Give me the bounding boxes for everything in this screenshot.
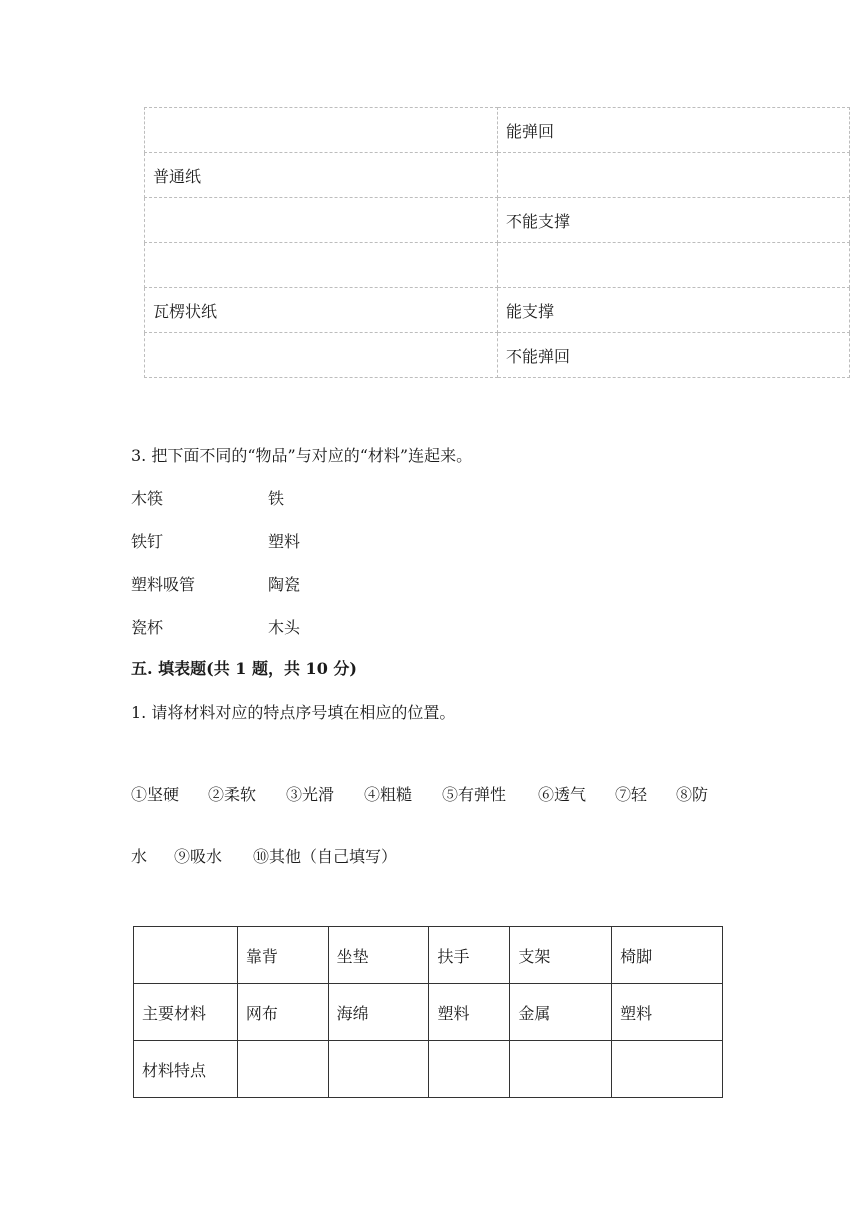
option-item: ⑦轻: [615, 785, 648, 804]
table-cell: [498, 153, 850, 198]
table-cell: [145, 198, 498, 243]
table-header-row: [134, 927, 723, 984]
answer-cell[interactable]: [612, 1041, 723, 1098]
table-cell: 网布: [237, 984, 328, 1041]
table-cell: 能支撑: [498, 288, 850, 333]
table-row: [145, 153, 850, 198]
table-cell: 海绵: [328, 984, 429, 1041]
table-cell: 不能支撑: [498, 198, 850, 243]
table-cell: 塑料: [429, 984, 510, 1041]
option-item: ⑥透气: [538, 785, 587, 804]
answer-cell[interactable]: [510, 1041, 612, 1098]
match-item: 塑料吸管: [131, 575, 196, 594]
option-item: ⑤有弹性: [442, 785, 507, 804]
table-cell: [498, 243, 850, 288]
table-cell: [145, 333, 498, 378]
table-cell: 能弹回: [498, 108, 850, 153]
answer-cell[interactable]: [237, 1041, 328, 1098]
table-row: [134, 984, 723, 1041]
table-cell: 金属: [510, 984, 612, 1041]
option-item: ③光滑: [286, 785, 335, 804]
table-cell: [145, 243, 498, 288]
match-material: 铁: [268, 489, 285, 508]
table-header-cell: 扶手: [429, 927, 510, 984]
chair-material-table: [133, 926, 723, 1098]
match-material: 陶瓷: [268, 575, 301, 594]
table-header-cell: 坐垫: [328, 927, 429, 984]
option-item: ①坚硬: [131, 785, 180, 804]
table-row: [145, 108, 850, 153]
table-row: [145, 288, 850, 333]
row-label: 主要材料: [134, 984, 238, 1041]
table-cell: [145, 108, 498, 153]
section-heading: 五. 填表题(共 1 题，共 10 分): [131, 659, 357, 678]
table-row: [145, 198, 850, 243]
match-item: 木筷: [131, 489, 164, 508]
table-cell: 瓦楞状纸: [145, 288, 498, 333]
question-3-text: 3. 把下面不同的“物品”与对应的“材料”连起来。: [131, 446, 473, 465]
match-item: 铁钉: [131, 532, 164, 551]
answer-cell[interactable]: [328, 1041, 429, 1098]
option-item: ⑨吸水: [174, 847, 223, 866]
table-cell: 不能弹回: [498, 333, 850, 378]
option-item: ⑧防: [676, 785, 709, 804]
table-row: [145, 333, 850, 378]
option-item: ⑩其他（自己填写）: [253, 847, 398, 866]
table-cell: 塑料: [612, 984, 723, 1041]
table-header-cell: 靠背: [237, 927, 328, 984]
table-header-cell: 支架: [510, 927, 612, 984]
table-row: [145, 243, 850, 288]
row-label: 材料特点: [134, 1041, 238, 1098]
table-cell: 普通纸: [145, 153, 498, 198]
table-row: [134, 1041, 723, 1098]
match-item: 瓷杯: [131, 618, 164, 637]
option-item: ④粗糙: [364, 785, 413, 804]
answer-cell[interactable]: [429, 1041, 510, 1098]
table-cell: [134, 927, 238, 984]
option-item: 水: [131, 847, 148, 866]
match-material: 木头: [268, 618, 301, 637]
option-item: ②柔软: [208, 785, 257, 804]
match-material: 塑料: [268, 532, 301, 551]
question-1-text: 1. 请将材料对应的特点序号填在相应的位置。: [131, 703, 456, 722]
property-table: [144, 107, 850, 378]
table-header-cell: 椅脚: [612, 927, 723, 984]
